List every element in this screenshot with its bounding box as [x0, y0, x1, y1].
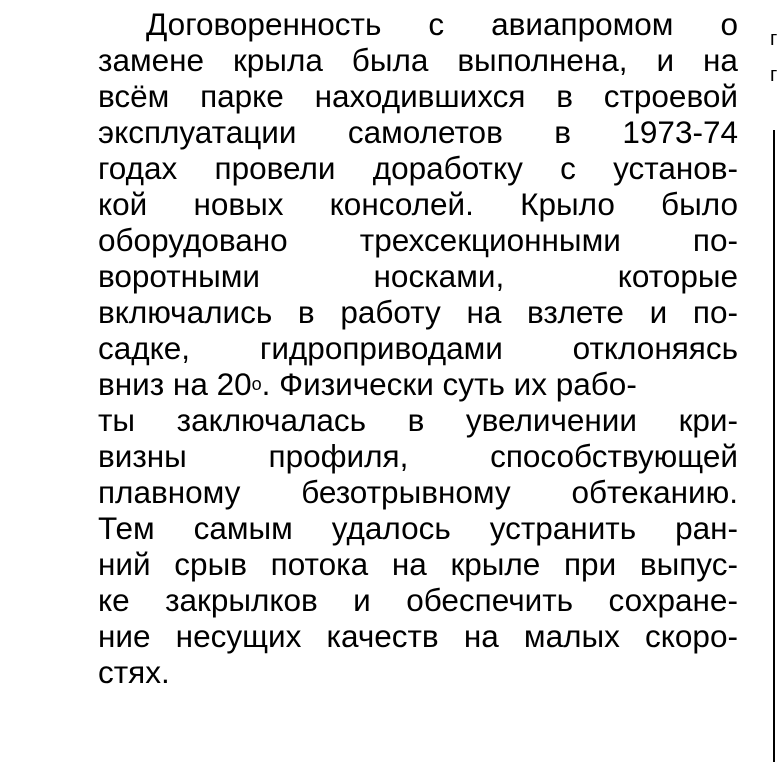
text-line-5: годах провели доработку с установ- [98, 150, 738, 186]
text-line-2: замене крыла была выполнена, и на [98, 42, 738, 78]
text-line-12: ты заключалась в увеличении кри- [98, 402, 738, 438]
text-line-10: садке, гидроприводами отклоняясь [98, 330, 738, 366]
text-line-14: плавному безотрывному обтеканию. [98, 474, 738, 510]
edge-letter-1: г [770, 28, 778, 50]
text-line-4: эксплуатации самолетов в 1973-74 [98, 114, 738, 150]
edge-letter-2: г [770, 64, 778, 86]
text-line-13: визны профиля, способствующей [98, 438, 738, 474]
image-frame-border [773, 130, 775, 762]
degree-superscript: о [251, 374, 262, 394]
text-line-1: Договоренность с авиапромом о [146, 6, 738, 42]
text-line-19: стях. [98, 654, 170, 690]
text-line-15: Тем самым удалось устранить ран- [98, 510, 738, 546]
text-line-16: ний срыв потока на крыле при выпус- [98, 546, 738, 582]
adjacent-column-edge [764, 26, 778, 762]
text-line-6: кой новых консолей. Крыло было [98, 186, 738, 222]
text-line-17: ке закрылков и обеспечить сохране- [98, 582, 738, 618]
text-line-8: воротными носками, которые [98, 258, 738, 294]
text-line-3: всём парке находившихся в строевой [98, 78, 738, 114]
text-line-11: вниз на 20 о . Физически суть их рабо- [98, 366, 637, 402]
text-line-9: включались в работу на взлете и по- [98, 294, 738, 330]
text-line-7: оборудовано трехсекционными по- [98, 222, 738, 258]
text-line-18: ние несущих качеств на малых скоро- [98, 618, 738, 654]
